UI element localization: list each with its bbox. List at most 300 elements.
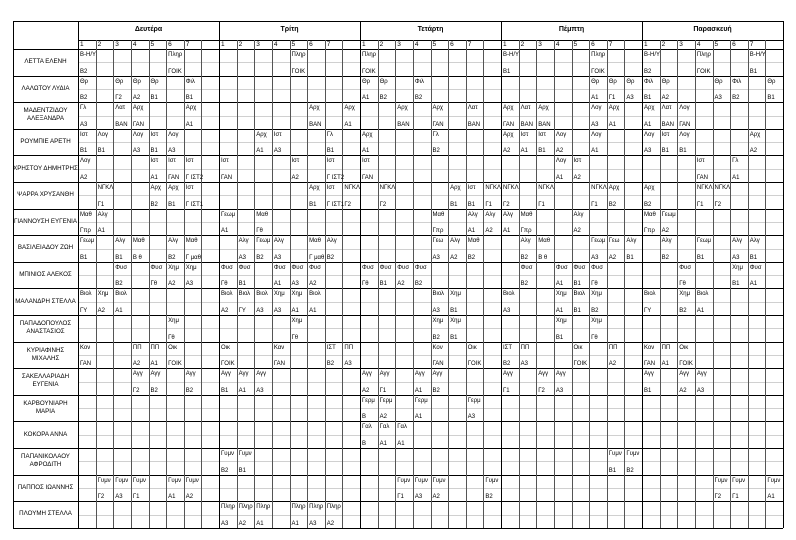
day-header: Παρασκευή — [693, 26, 732, 33]
lesson-cell — [78, 155, 96, 182]
lesson-subject: Γυμν — [185, 477, 199, 484]
lesson-subject: Φυσ — [221, 264, 233, 271]
lesson-class: Α1 — [168, 494, 176, 501]
lesson-class: Γπρ — [80, 228, 91, 235]
lesson-class: Α2 — [362, 387, 370, 394]
lesson-class: ΓY — [644, 307, 652, 314]
lesson-subject: Αλγ — [520, 238, 531, 245]
lesson-subject: Αλγ — [661, 238, 672, 245]
lesson-cell — [184, 262, 202, 289]
lesson-class: ΓΟΙΚ — [221, 361, 235, 368]
lesson-cell — [360, 129, 378, 156]
lesson-cell — [501, 368, 519, 395]
lesson-class: Γπρ — [644, 228, 655, 235]
lesson-subject: Αγγ — [132, 371, 143, 378]
row-divider — [13, 501, 783, 502]
lesson-class: Α2 — [661, 95, 669, 102]
lesson-cell — [96, 475, 114, 502]
lesson-class: Α3 — [273, 307, 282, 314]
period-number: 1 — [221, 41, 225, 48]
lesson-subject: Φυσ — [150, 264, 163, 271]
lesson-subject: Αλγ — [749, 238, 760, 245]
day-header: Τετάρτη — [417, 26, 444, 33]
lesson-cell — [554, 129, 572, 156]
lesson-class: Α2 — [185, 494, 194, 501]
lesson-subject: Αγγ — [150, 371, 161, 378]
lesson-subject: Αλγ — [626, 238, 637, 245]
lesson-cell — [78, 235, 96, 262]
lesson-cell — [272, 235, 290, 262]
lesson-subject: Λογ — [97, 131, 108, 138]
lesson-class: Α1 — [185, 121, 194, 128]
lesson-class: Β1 — [679, 148, 687, 155]
lesson-cell — [572, 209, 590, 236]
lesson-class: Β1 — [503, 68, 511, 75]
lesson-cell — [378, 262, 396, 289]
lesson-cell — [660, 102, 678, 129]
lesson-subject: Μαθ — [256, 211, 269, 218]
lesson-cell — [642, 182, 660, 209]
lesson-subject: Θρ — [132, 78, 141, 85]
lesson-cell — [184, 475, 202, 502]
lesson-cell — [695, 235, 713, 262]
lesson-class: Α3 — [115, 494, 123, 501]
teacher-name: ΜΑΛΑΝΔΡΗ ΣΤΕΛΛΑ — [15, 297, 76, 305]
lesson-class: Α1 — [555, 174, 564, 181]
row-divider — [13, 528, 783, 529]
lesson-class: Α3 — [414, 494, 423, 501]
lesson-cell — [325, 235, 343, 262]
lesson-subject: Πληρ — [696, 52, 711, 58]
lesson-class: Α2 — [132, 95, 141, 102]
lesson-subject: Φυσ — [115, 264, 128, 271]
lesson-class: Α3 — [714, 95, 722, 102]
lesson-subject: Αγγ — [362, 371, 372, 378]
lesson-cell — [360, 49, 378, 76]
lesson-subject: ΝΓΚΛ — [591, 185, 607, 191]
lesson-class: ΓΑΝ — [432, 121, 444, 128]
lesson-class: Γθ — [150, 281, 158, 288]
teacher-name: ΠΑΠΠΟΣ ΙΩΑΝΝΗΣ — [17, 483, 74, 491]
lesson-cell — [536, 182, 554, 209]
lesson-class: Γ2 — [379, 201, 387, 208]
lesson-class: Α3 — [238, 254, 246, 261]
lesson-subject: Γλ — [432, 131, 439, 138]
lesson-cell — [607, 182, 625, 209]
lesson-subject: Λογ — [591, 131, 602, 138]
lesson-subject: Αγγ — [221, 371, 231, 378]
lesson-cell — [360, 262, 378, 289]
lesson-subject: Θρ — [714, 78, 723, 85]
lesson-cell — [96, 209, 114, 236]
lesson-subject: Αρχ — [644, 105, 655, 112]
lesson-cell — [342, 342, 360, 369]
period-number: 1 — [362, 41, 366, 48]
lesson-class: Β1 — [661, 148, 669, 155]
lesson-class: Β2 — [432, 148, 440, 155]
lesson-cell — [290, 288, 308, 315]
lesson-cell — [254, 368, 272, 395]
lesson-class: Α1 — [309, 307, 317, 314]
lesson-cell — [113, 76, 131, 103]
period-number: 7 — [467, 41, 472, 48]
lesson-subject: Φυσ — [591, 264, 603, 271]
lesson-subject: Ιστ — [291, 158, 300, 165]
lesson-class: Α1 — [379, 440, 387, 447]
lesson-cell — [184, 235, 202, 262]
lesson-subject: Χημ — [185, 264, 197, 271]
lesson-class: Α1 — [467, 228, 476, 235]
lesson-class: Β2 — [168, 254, 176, 261]
period-number: 4 — [555, 41, 560, 48]
teacher-name: ΧΡΗΣΤΟΥ ΔΗΜΗΤΡΗΣ — [13, 164, 78, 172]
lesson-class: Γ1 — [485, 201, 493, 208]
lesson-cell — [519, 262, 537, 289]
lesson-subject: Γεω — [608, 238, 620, 245]
lesson-class: Α2 — [573, 174, 581, 181]
lesson-class: Γ1 — [696, 201, 704, 208]
period-number: 6 — [732, 41, 736, 48]
lesson-subject: Λογ — [679, 105, 690, 112]
lesson-cell — [149, 76, 167, 103]
lesson-class: Β1 — [450, 334, 458, 341]
lesson-subject: Γυμν — [767, 477, 781, 484]
lesson-cell — [660, 76, 678, 103]
period-border — [448, 40, 449, 528]
lesson-subject: Γλ — [732, 158, 739, 165]
lesson-class: ΓΑΝ — [80, 361, 92, 368]
lesson-subject: Χημ — [591, 318, 602, 324]
period-number: 5 — [291, 41, 296, 48]
lesson-cell — [483, 475, 501, 502]
lesson-subject: Γαλ — [379, 424, 390, 431]
lesson-cell — [501, 102, 519, 129]
lesson-subject: Θρ — [661, 78, 670, 85]
lesson-class: Β θ — [538, 254, 548, 261]
lesson-subject: Οικ — [467, 344, 477, 351]
lesson-subject: Οικ — [679, 344, 689, 351]
lesson-subject: Βιολ — [309, 291, 321, 298]
row-divider — [13, 315, 783, 316]
lesson-class: Α1 — [238, 387, 246, 394]
lesson-subject: Αρχ — [644, 185, 655, 191]
lesson-class: Γ μαθ — [185, 254, 201, 261]
lesson-class: Γθ — [362, 281, 369, 288]
lesson-class: ΓΑΝ — [432, 361, 444, 368]
lesson-class: Α2 — [661, 228, 669, 235]
lesson-class: Α3 — [432, 254, 440, 261]
period-number: 3 — [256, 41, 260, 48]
lesson-cell — [589, 49, 607, 76]
lesson-subject: Ιστ — [362, 158, 370, 165]
lesson-class: Α1 — [362, 95, 370, 102]
period-number: 4 — [414, 41, 419, 48]
lesson-subject: Αρχ — [749, 131, 761, 138]
lesson-cell — [466, 235, 484, 262]
lesson-class: Γπρ — [520, 228, 532, 235]
lesson-class: ΒΑΝ — [309, 121, 322, 128]
lesson-class: Γ1 — [379, 387, 387, 394]
lesson-cell — [272, 342, 290, 369]
lesson-subject: Θρ — [767, 78, 776, 85]
lesson-subject: Γυμν — [97, 477, 111, 484]
lesson-cell — [483, 209, 501, 236]
lesson-cell — [378, 76, 396, 103]
lesson-subject: Ιστ — [168, 158, 176, 165]
lesson-cell — [272, 288, 290, 315]
lesson-subject: Β-Η/Υ — [80, 52, 97, 58]
lesson-cell — [325, 501, 343, 528]
lesson-class: Α1 — [291, 520, 299, 527]
lesson-class: ΓΟΙΚ — [168, 68, 182, 75]
lesson-cell — [466, 102, 484, 129]
lesson-subject: Φυσ — [238, 264, 251, 271]
lesson-class: Β2 — [485, 494, 493, 501]
lesson-subject: Θρ — [608, 78, 617, 85]
lesson-class: Β1 — [450, 307, 458, 314]
lesson-subject: Φιλ — [644, 78, 654, 85]
lesson-class: Α2 — [679, 387, 687, 394]
lesson-class: Β2 — [185, 387, 194, 394]
lesson-class: Γ2 — [503, 201, 510, 208]
lesson-subject: Αρχ — [150, 185, 162, 191]
lesson-class: Β2 — [256, 254, 264, 261]
lesson-subject: Γυμν — [397, 477, 411, 484]
lesson-cell — [78, 76, 96, 103]
lesson-class: Γ2 — [132, 387, 140, 394]
lesson-cell — [360, 395, 378, 422]
lesson-cell — [378, 421, 396, 448]
lesson-cell — [325, 155, 343, 182]
lesson-cell — [607, 342, 625, 369]
lesson-cell — [642, 342, 660, 369]
lesson-class: Β2 — [80, 95, 88, 102]
lesson-cell — [149, 155, 167, 182]
lesson-class: Β2 — [732, 95, 740, 102]
lesson-subject: Αρχ — [362, 131, 373, 138]
lesson-subject: Χημ — [555, 318, 567, 324]
lesson-subject: Πληρ — [591, 52, 606, 58]
lesson-cell — [448, 315, 466, 342]
lesson-class: Α1 — [221, 228, 229, 235]
lesson-class: Β1 — [150, 148, 158, 155]
lesson-subject: Αρχ — [503, 105, 514, 112]
lesson-subject: Αρχ — [432, 105, 444, 112]
lesson-subject: Αρχ — [168, 185, 179, 191]
lesson-cell — [660, 129, 678, 156]
period-number: 1 — [503, 41, 507, 48]
lesson-subject: Β-Η/Υ — [503, 52, 520, 58]
lesson-cell — [237, 448, 255, 475]
lesson-subject: Οικ — [573, 344, 583, 351]
lesson-class: ΓΟΙΚ — [679, 361, 693, 368]
row-divider — [13, 395, 783, 396]
lesson-cell — [219, 155, 237, 182]
lesson-subject: Πληρ — [291, 504, 306, 511]
lesson-subject: Κον — [80, 344, 91, 351]
lesson-cell — [166, 49, 184, 76]
lesson-cell — [695, 288, 713, 315]
lesson-cell — [113, 262, 131, 289]
lesson-cell — [642, 368, 660, 395]
period-number: 4 — [132, 41, 137, 48]
lesson-class: ΒΑΝ — [115, 121, 128, 128]
lesson-subject: Πληρ — [168, 52, 183, 58]
lesson-cell — [307, 288, 325, 315]
lesson-class: Α2 — [503, 148, 511, 155]
lesson-class: Γ1 — [503, 387, 510, 394]
lesson-subject: Θρ — [150, 78, 159, 85]
lesson-class: Α3 — [696, 387, 705, 394]
lesson-subject: Γερμ — [379, 397, 393, 404]
lesson-class: Β2 — [608, 201, 617, 208]
lesson-subject: Πληρ — [309, 504, 324, 511]
lesson-subject: Ιστ — [661, 131, 670, 138]
lesson-subject: Χημ — [450, 291, 461, 298]
lesson-class: ΓΟΙΚ — [573, 361, 588, 368]
lesson-cell — [431, 129, 449, 156]
lesson-cell — [78, 102, 96, 129]
lesson-subject: Μαθ — [467, 238, 480, 245]
lesson-cell — [572, 342, 590, 369]
lesson-cell — [360, 155, 378, 182]
lesson-class: Β2 — [150, 201, 158, 208]
lesson-cell — [607, 448, 625, 475]
lesson-class: Α2 — [80, 174, 88, 181]
lesson-class: Β1 — [309, 201, 317, 208]
lesson-class: Α1 — [256, 520, 264, 527]
lesson-cell — [254, 209, 272, 236]
lesson-class: Α1 — [503, 228, 511, 235]
lesson-class: ΒΑΝ — [397, 121, 410, 128]
lesson-cell — [395, 421, 413, 448]
lesson-cell — [589, 235, 607, 262]
lesson-class: Β1 — [379, 281, 387, 288]
lesson-subject: Αρχ — [309, 105, 320, 112]
lesson-class: Α2 — [608, 361, 617, 368]
lesson-cell — [431, 315, 449, 342]
lesson-subject: Βιολ — [221, 291, 233, 298]
lesson-class: Α1 — [397, 440, 405, 447]
row-divider — [13, 182, 783, 183]
lesson-cell — [642, 288, 660, 315]
lesson-class: Α1 — [591, 148, 599, 155]
lesson-class: ΓΑΝ — [221, 174, 233, 181]
row-divider — [13, 368, 783, 369]
lesson-class: Γ1 — [397, 494, 404, 501]
lesson-cell — [765, 475, 783, 502]
lesson-cell — [360, 368, 378, 395]
lesson-cell — [748, 49, 766, 76]
lesson-class: Α1 — [344, 121, 352, 128]
lesson-subject: Πληρ — [221, 504, 236, 511]
lesson-subject: Αλγ — [273, 238, 284, 245]
lesson-cell — [378, 368, 396, 395]
lesson-cell — [642, 102, 660, 129]
lesson-class: Β2 — [661, 254, 669, 261]
lesson-cell — [96, 182, 114, 209]
lesson-class: Α2 — [749, 148, 758, 155]
lesson-class: Α1 — [115, 307, 123, 314]
lesson-cell — [554, 155, 572, 182]
period-number: 6 — [168, 41, 172, 48]
teacher-name: ΛΑΛΩΤΟΥ ΛΥΔΙΑ — [21, 84, 70, 92]
lesson-subject: Χημ — [732, 264, 743, 271]
lesson-cell — [378, 182, 396, 209]
lesson-class: Α3 — [591, 121, 599, 128]
lesson-class: Α1 — [608, 121, 617, 128]
lesson-class: Α1 — [256, 148, 264, 155]
lesson-subject: Αρχ — [608, 105, 620, 112]
lesson-cell — [589, 129, 607, 156]
period-border — [201, 40, 202, 528]
lesson-subject: Ιστ — [150, 158, 159, 165]
lesson-class: Α1 — [644, 121, 652, 128]
period-number: 6 — [450, 41, 454, 48]
lesson-class: Β1 — [749, 68, 758, 75]
lesson-cell — [607, 235, 625, 262]
lesson-subject: Λογ — [132, 131, 144, 138]
lesson-subject: Μαθ — [644, 211, 656, 218]
lesson-subject: Φυσ — [273, 264, 286, 271]
lesson-subject: Βιολ — [238, 291, 251, 298]
lesson-subject: Γερμ — [414, 397, 428, 404]
period-border — [695, 40, 696, 528]
lesson-subject: Χημ — [291, 291, 303, 298]
lesson-cell — [713, 182, 731, 209]
lesson-cell — [466, 395, 484, 422]
lesson-subject: Φυσ — [362, 264, 374, 271]
lesson-subject: Λατ — [115, 105, 126, 112]
lesson-subject: Γερμ — [467, 397, 481, 404]
lesson-cell — [448, 182, 466, 209]
lesson-cell — [184, 182, 202, 209]
lesson-class: Β θ — [132, 254, 142, 261]
lesson-cell — [219, 501, 237, 528]
lesson-cell — [166, 155, 184, 182]
lesson-cell — [536, 368, 554, 395]
period-number: 2 — [97, 41, 102, 48]
lesson-cell — [501, 182, 519, 209]
lesson-class: Α1 — [696, 307, 705, 314]
teacher-name: ΚΑΡΒΟΥΝΙΑΡΗ ΜΑΡΙΑ — [23, 399, 68, 416]
table-top-border — [13, 21, 783, 22]
lesson-cell — [342, 182, 360, 209]
lesson-subject: ΠΠ — [520, 344, 530, 351]
lesson-cell — [307, 235, 325, 262]
lesson-cell — [519, 102, 537, 129]
lesson-cell — [131, 342, 149, 369]
period-border — [483, 40, 484, 528]
lesson-subject: Αρχ — [503, 131, 514, 138]
lesson-subject: Φυσ — [679, 264, 692, 271]
lesson-class: ΓΟΙΚ — [168, 361, 182, 368]
lesson-class: Β2 — [221, 467, 229, 474]
teacher-name: ΚΥΡΙΑΦΙΝΗΣ ΜΙΧΑΛΗΣ — [26, 346, 65, 362]
lesson-class: ΓΟΙΚ — [291, 68, 306, 75]
lesson-class: Β1 — [80, 254, 88, 261]
lesson-subject: Αρχ — [397, 105, 408, 112]
lesson-class: ΓΑΝ — [132, 121, 144, 128]
lesson-subject: Αρχ — [132, 105, 144, 112]
lesson-subject: Οικ — [221, 344, 230, 351]
lesson-cell — [713, 475, 731, 502]
lesson-subject: Αγγ — [185, 371, 196, 378]
lesson-cell — [607, 102, 625, 129]
lesson-subject: Χημ — [555, 291, 567, 298]
lesson-cell — [166, 129, 184, 156]
lesson-subject: Αλγ — [467, 211, 478, 218]
